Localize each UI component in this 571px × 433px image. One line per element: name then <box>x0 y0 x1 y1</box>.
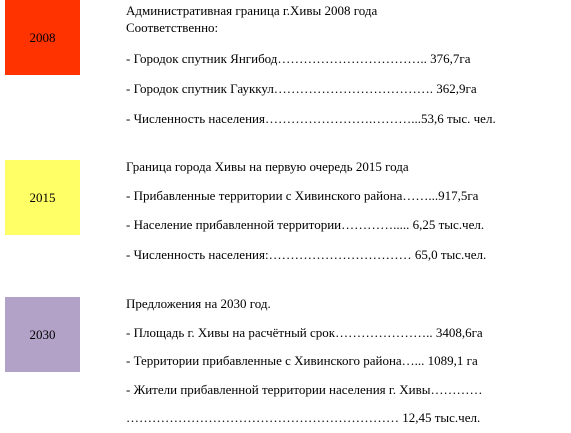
legend-2015-title: Граница города Хивы на первую очередь 2015 года <box>126 159 409 174</box>
legend-2008-item-2: - Городок спутник Гауккул………………………………. 362,9га <box>126 81 477 96</box>
legend-2030-item-1: - Площадь г. Хивы на расчётный срок………………….. 3408,6га <box>126 325 483 340</box>
legend-year-2015: 2015 <box>29 189 56 205</box>
legend-swatch-2008 <box>5 0 80 75</box>
legend-2008-item-1: - Городок спутник Янгибод…………………………….. 376,7га <box>126 51 471 66</box>
legend-2008-item-3: - Численность населения…………………….………...53,6 тыс. чел. <box>126 111 496 126</box>
legend-2008-subtitle: Соответственно: <box>126 20 219 35</box>
legend-2030-item-2: - Территории прибавленные с Хивинского района…... 1089,1 га <box>126 353 478 368</box>
legend-2008-title: Административная граница г.Хивы 2008 года <box>126 3 378 18</box>
legend-year-2008: 2008 <box>29 29 56 45</box>
legend-2030-item-3: - Жители прибавленной территории населения г. Хивы………… <box>126 382 483 397</box>
legend-2015-item-1: - Прибавленные территории с Хивинского района……...917,5га <box>126 188 479 203</box>
legend-year-2030: 2030 <box>29 326 56 342</box>
legend-2015-item-2: - Население прибавленной территории…………..... 6,25 тыс.чел. <box>126 217 485 232</box>
legend-2015-item-3: - Численность населения:…………………………… 65,0 тыс.чел. <box>126 247 487 262</box>
legend-2030-item-3-cont: ……………………………………………………… 12,45 тыс.чел. <box>126 410 481 425</box>
legend-swatch-2015 <box>5 160 80 235</box>
legend-swatch-2030 <box>5 297 80 372</box>
legend-2030-title: Предложения на 2030 год. <box>126 296 271 311</box>
